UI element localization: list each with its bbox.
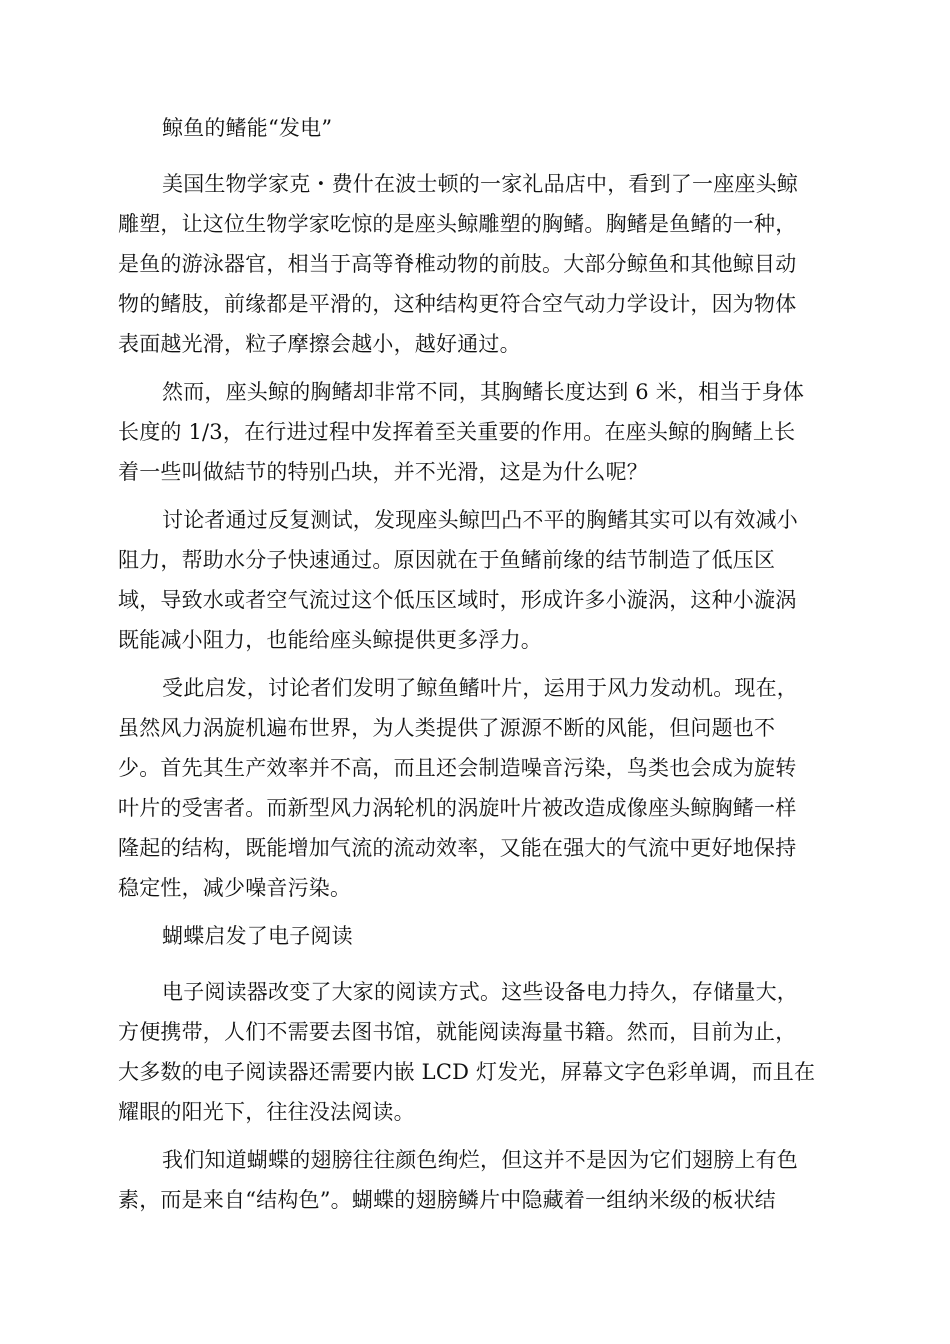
paragraph-line: 虽然风力涡旋机遍布世界，为人类提供了源源不断的风能，但问题也不 (118, 716, 776, 740)
paragraph-line: 讨论者通过反复测试，发现座头鲸凹凸不平的胸鳍其实可以有效减小 (162, 508, 798, 532)
paragraph-line: 域，导致水或者空气流过这个低压区域时，形成许多小漩涡，这种小漩涡 (118, 588, 797, 612)
paragraph-line: 隆起的结构，既能增加气流的流动效率，又能在强大的气流中更好地保持 (118, 836, 797, 860)
paragraph-line: 受此启发，讨论者们发明了鲸鱼鳍叶片，运用于风力发动机。现在， (162, 676, 798, 700)
paragraph-line: 美国生物学家克・费什在波士顿的一家礼品店中，看到了一座座头鲸 (162, 172, 798, 196)
paragraph-line: 是鱼的游泳器官，相当于高等脊椎动物的前肢。大部分鲸鱼和其他鲸目动 (118, 252, 797, 276)
paragraph-line: 表面越光滑，粒子摩擦会越小，越好通过。 (118, 332, 521, 356)
paragraph-line: 方便携带，人们不需要去图书馆，就能阅读海量书籍。然而，目前为止， (118, 1020, 797, 1044)
paragraph-line: 雕塑，让这位生物学家吃惊的是座头鲸雕塑的胸鳍。胸鳍是鱼鳍的一种， (118, 212, 797, 236)
paragraph-line: 既能减小阻力，也能给座头鲸提供更多浮力。 (118, 628, 542, 652)
paragraph-line: 我们知道蝴蝶的翅膀往往颜色绚烂，但这并不是因为它们翅膀上有色 (162, 1148, 798, 1172)
paragraph-line: 叶片的受害者。而新型风力涡轮机的涡旋叶片被改造成像座头鲸胸鳍一样 (118, 796, 797, 820)
paragraph-line: 然而，座头鲸的胸鳍却非常不同，其胸鳍长度达到 6 米，相当于身体 (162, 380, 805, 404)
section-heading-whale-fin: 鲸鱼的鳍能“发电” (162, 116, 333, 140)
paragraph-line: 少。首先其生产效率并不高，而且还会制造噪音污染，鸟类也会成为旋转 (118, 756, 797, 780)
paragraph-line: 长度的 1/3，在行进过程中发挥着至关重要的作用。在座头鲸的胸鳍上长 (118, 420, 796, 444)
paragraph-line: 大多数的电子阅读器还需要内嵌 LCD 灯发光，屏幕文字色彩单调，而且在 (118, 1060, 816, 1084)
paragraph-line: 物的鳍肢，前缘都是平滑的，这种结构更符合空气动力学设计，因为物体 (118, 292, 797, 316)
paragraph-line: 耀眼的阳光下，往往没法阅读。 (118, 1100, 415, 1124)
paragraph-line: 电子阅读器改变了大家的阅读方式。这些设备电力持久，存储量大， (162, 980, 798, 1004)
section-heading-butterfly: 蝴蝶启发了电子阅读 (162, 924, 353, 948)
paragraph-line: 着一些叫做結节的特别凸块，并不光滑，这是为什么呢？ (118, 460, 648, 484)
paragraph-line: 阻力，帮助水分子快速通过。原因就在于鱼鳍前缘的结节制造了低压区 (118, 548, 776, 572)
paragraph-line: 素，而是来自“结构色”。蝴蝶的翅膀鳞片中隐藏着一组纳米级的板状结 (118, 1188, 776, 1212)
paragraph-line: 稳定性，减少噪音污染。 (118, 876, 352, 900)
